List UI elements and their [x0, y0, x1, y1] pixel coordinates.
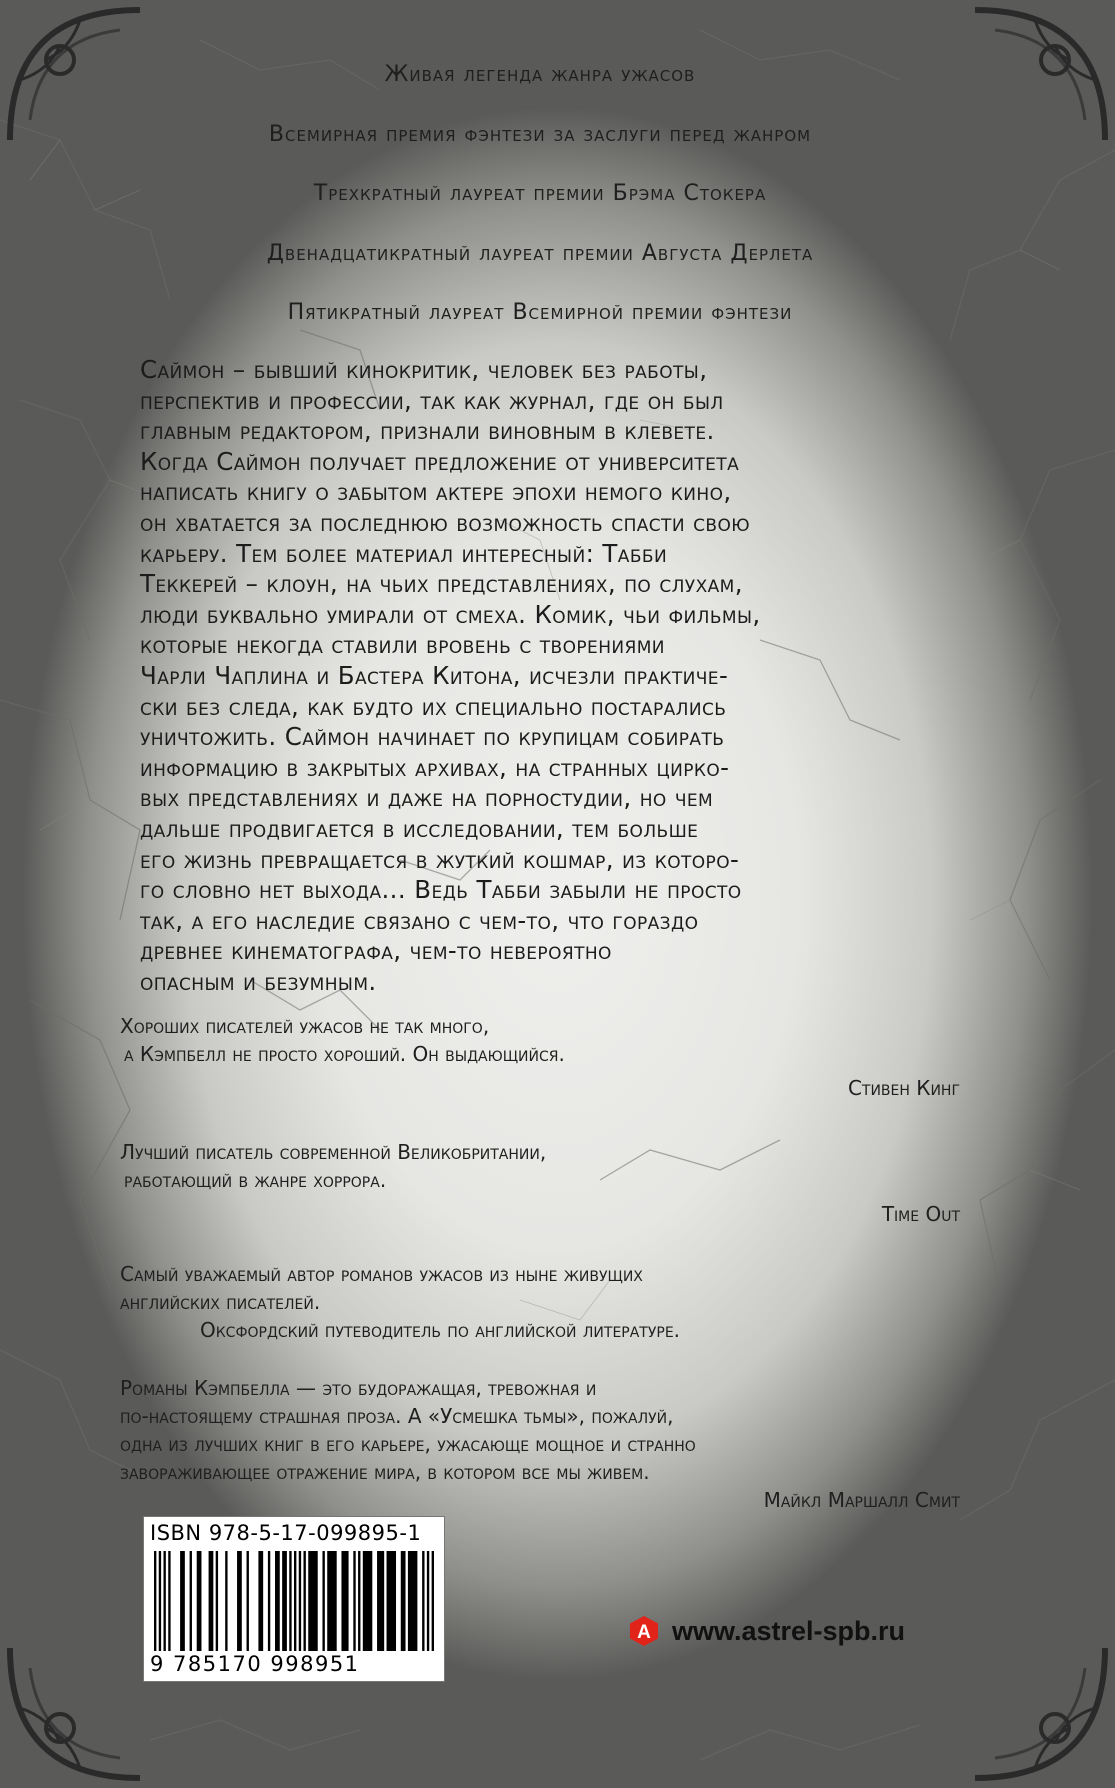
barcode-bar [308, 1551, 317, 1651]
quote-line: английских писателей. [120, 1290, 321, 1314]
synopsis-line: Когда Саймон получает предложение от университета [140, 446, 740, 476]
synopsis-line: Теккерей – клоун, на чьих представлениях, по слухам, [140, 569, 743, 599]
quote-author: Оксфордский путеводитель по английской литературе. [200, 1318, 681, 1342]
barcode-bar [197, 1551, 202, 1651]
synopsis-line: так, а его наследие связано с чем-то, что гораздо [140, 905, 699, 935]
barcode-bar [353, 1551, 355, 1651]
barcode-bar [422, 1551, 424, 1651]
quote-line: работающий в жанре хоррора. [124, 1168, 387, 1192]
quote-line: Самый уважаемый автор романов ужасов из ныне живущих [120, 1262, 643, 1286]
barcode-bar [432, 1551, 434, 1651]
barcode-bar [190, 1551, 192, 1651]
isbn-label: ISBN 978-5-17-099895-1 [150, 1521, 422, 1545]
barcode-bar [387, 1551, 396, 1651]
barcode [154, 1551, 434, 1651]
review-quote [120, 1260, 960, 1344]
quote-line: Романы Кэмпбелла — это будоражащая, тревожная и [120, 1376, 597, 1400]
barcode-bar [299, 1551, 301, 1651]
barcode-bar [408, 1551, 417, 1651]
accolade-line: Всемирная премия фэнтези за заслуги перед жанром [268, 122, 812, 147]
review-quote [120, 1374, 960, 1514]
barcode-bar [377, 1551, 384, 1651]
barcode-bar [225, 1551, 227, 1651]
barcode-bar [401, 1551, 406, 1651]
book-synopsis [140, 355, 960, 997]
barcode-bar [159, 1551, 161, 1651]
isbn-barcode-block [143, 1516, 445, 1682]
barcode-bar [168, 1551, 170, 1651]
quote-line: Лучший писатель современной Великобритании, [120, 1140, 547, 1164]
accolade-line: Пятикратный лауреат Всемирной премии фэнтези [287, 300, 793, 325]
logo-letter: А [637, 1622, 651, 1643]
barcode-bar [282, 1551, 287, 1651]
synopsis-line: вых представлениях и даже на порностудии, но чем [140, 783, 714, 813]
barcode-bar [258, 1551, 263, 1651]
barcode-bar [358, 1551, 360, 1651]
synopsis-line: перспектив и профессии, так как журнал, где он был [140, 385, 724, 415]
barcode-bar [247, 1551, 249, 1651]
barcode-bar [427, 1551, 429, 1651]
barcode-bar [275, 1551, 280, 1651]
synopsis-line: Саймон – бывший кинокритик, человек без работы, [140, 355, 708, 384]
barcode-bar [294, 1551, 296, 1651]
synopsis-line: ски без следа, как будто их специально постарались [140, 691, 727, 721]
barcode-bar [209, 1551, 214, 1651]
ornament-top-right-icon [965, 0, 1115, 150]
barcode-bar [341, 1551, 348, 1651]
synopsis-line: главным редактором, признали виновным в клевете. [140, 416, 715, 446]
publisher-logo [628, 1615, 660, 1647]
ornament-bottom-left-icon [0, 1638, 150, 1788]
review-quote [120, 1012, 960, 1102]
barcode-bar [180, 1551, 185, 1651]
quote-line: а Кэмпбелл не просто хороший. Он выдающийся. [124, 1042, 565, 1066]
accolade-line: Двенадцатикратный лауреат премии Августа Дерлета [266, 241, 814, 266]
barcode-digits: 9 785170 998951 [150, 1652, 360, 1676]
synopsis-line: уничтожить. Саймон начинает по крупицам собирать [140, 722, 725, 752]
synopsis-line: опасным и безумным. [140, 966, 377, 996]
quote-author: Майкл Маршалл Смит [763, 1488, 960, 1512]
accolade-line: Живая легенда жанра ужасов [384, 62, 696, 87]
quote-line: Хороших писателей ужасов не так много, [120, 1014, 490, 1038]
quote-line: завораживающее отражение мира, в котором все мы живем. [120, 1460, 650, 1484]
synopsis-line: написать книгу о забытом актере эпохи немого кино, [140, 477, 732, 507]
synopsis-line: которые некогда ставили вровень с творениями [140, 630, 665, 660]
synopsis-line: Чарли Чаплина и Бастера Китона, исчезли практиче- [140, 660, 729, 690]
synopsis-line: древнее кинематографа, чем-то невероятно [140, 936, 612, 966]
publisher-block [628, 1611, 905, 1651]
barcode-bar [268, 1551, 270, 1651]
synopsis-line: го словно нет выхода... Ведь Табби забыли не просто [140, 875, 742, 905]
accolade-line: Трехкратный лауреат премии Брэма Стокера [313, 181, 767, 206]
review-quote [120, 1138, 960, 1228]
barcode-bar [216, 1551, 218, 1651]
barcode-bar [154, 1551, 156, 1651]
synopsis-line: информацию в закрытых архивах, на странных цирко- [140, 752, 730, 782]
barcode-bar [289, 1551, 291, 1651]
barcode-bar [303, 1551, 305, 1651]
barcode-bar [363, 1551, 372, 1651]
synopsis-line: его жизнь превращается в жуткий кошмар, из которо- [140, 844, 740, 874]
barcode-bar [237, 1551, 242, 1651]
quote-line: одна из лучших книг в его карьере, ужасающе мощное и странно [120, 1432, 696, 1456]
barcode-bar [327, 1551, 336, 1651]
publisher-url-link[interactable]: www.astrel-spb.ru [672, 1615, 906, 1646]
synopsis-line: люди буквально умирали от смеха. Комик, чьи фильмы, [140, 599, 761, 629]
synopsis-line: карьеру. Тем более материал интересный: Табби [140, 538, 668, 568]
ornament-bottom-right-icon [965, 1638, 1115, 1788]
quote-line: по-настоящему страшная проза. А «Усмешка тьмы», пожалуй, [120, 1404, 674, 1428]
barcode-bar [322, 1551, 324, 1651]
synopsis-line: он хватается за последнюю возможность спасти свою [140, 507, 751, 537]
synopsis-line: дальше продвигается в исследовании, тем больше [140, 813, 699, 843]
quote-author: Стивен Кинг [847, 1076, 960, 1100]
barcode-bar [163, 1551, 165, 1651]
quote-author: Time Out [881, 1202, 960, 1226]
